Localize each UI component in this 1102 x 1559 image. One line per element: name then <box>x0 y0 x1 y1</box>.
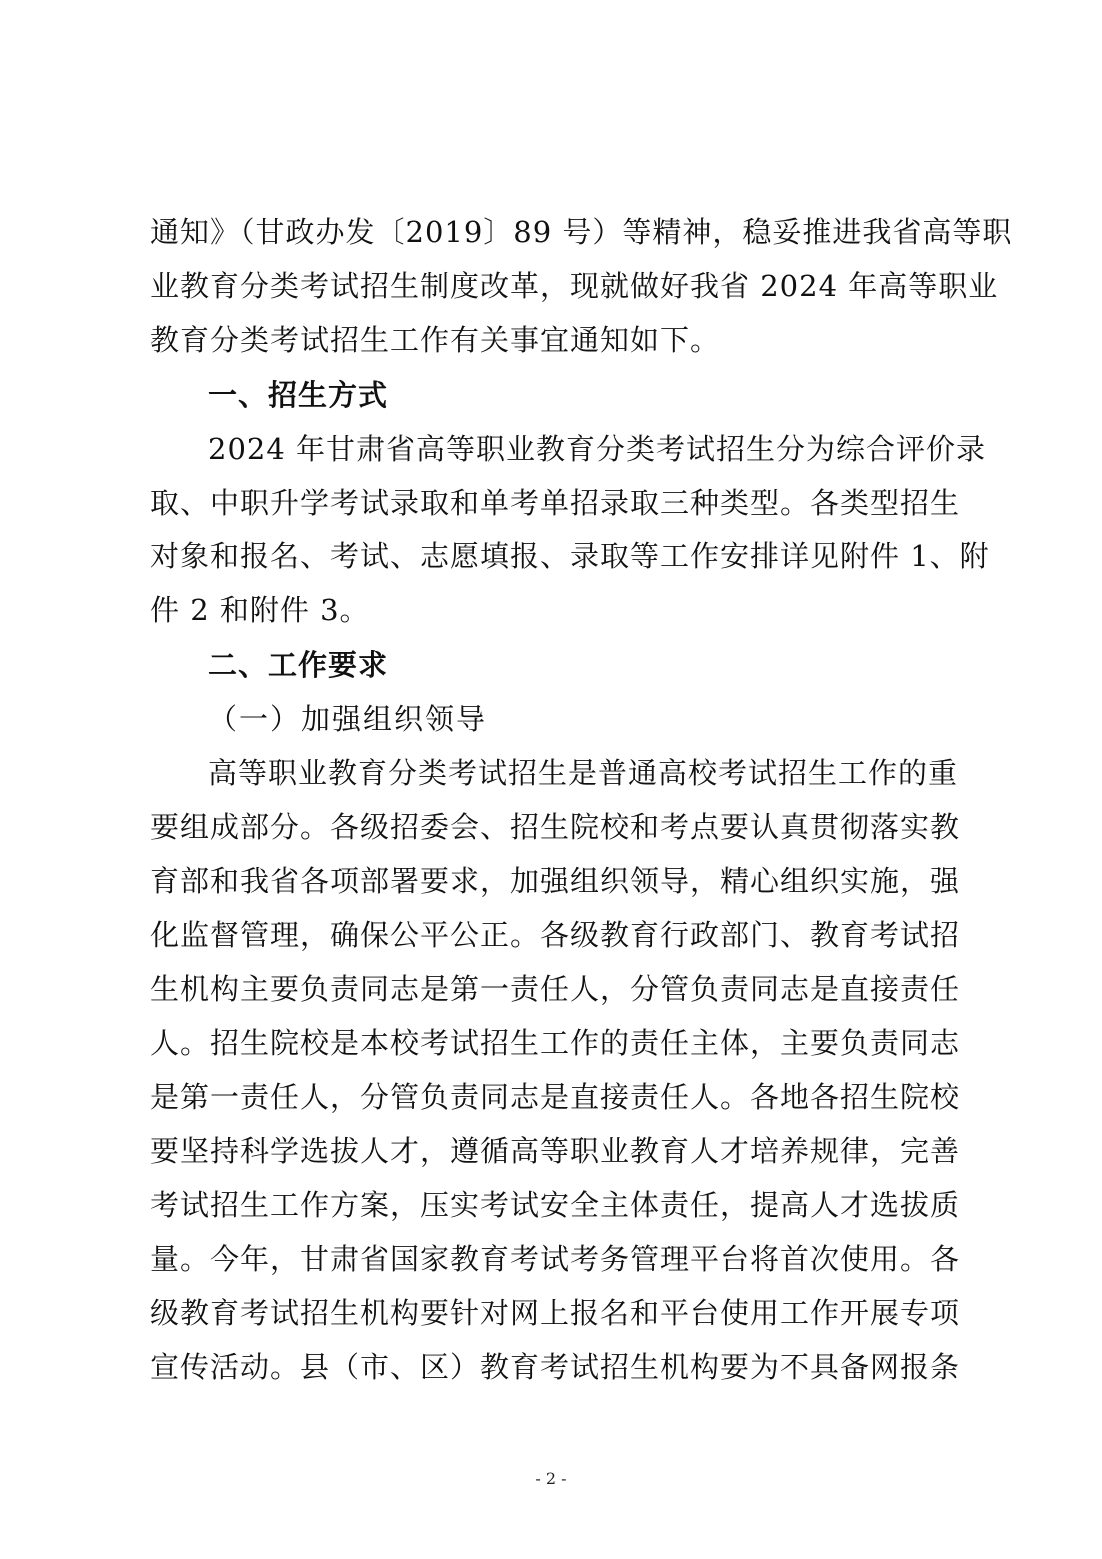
section-heading-2: 二、工作要求 <box>208 648 389 682</box>
body-line: 教育分类考试招生工作有关事宜通知如下。 <box>150 323 721 357</box>
body-line: 要坚持科学选拔人才，遵循高等职业教育人才培养规律，完善 <box>150 1134 961 1168</box>
body-line: 级教育考试招生机构要针对网上报名和平台使用工作开展专项 <box>150 1296 961 1330</box>
body-line: 2024 年甘肃省高等职业教育分类考试招生分为综合评价录 <box>208 432 987 466</box>
body-line: 对象和报名、考试、志愿填报、录取等工作安排详见附件 1、附 <box>150 539 990 573</box>
body-line: 业教育分类考试招生制度改革，现就做好我省 2024 年高等职业 <box>150 269 999 303</box>
page-number: - 2 - <box>535 1469 567 1488</box>
body-line: 考试招生工作方案，压实考试安全主体责任，提高人才选拔质 <box>150 1188 961 1222</box>
body-line: 取、中职升学考试录取和单考单招录取三种类型。各类型招生 <box>150 486 961 520</box>
body-line: 通知》（甘政办发〔2019〕89 号）等精神，稳妥推进我省高等职 <box>150 215 1013 249</box>
body-line: 人。招生院校是本校考试招生工作的责任主体，主要负责同志 <box>150 1026 961 1060</box>
body-line: 化监督管理，确保公平公正。各级教育行政部门、教育考试招 <box>150 918 961 952</box>
body-line: 要组成部分。各级招委会、招生院校和考点要认真贯彻落实教 <box>150 810 961 844</box>
body-line: 件 2 和附件 3。 <box>150 593 370 627</box>
body-line: 生机构主要负责同志是第一责任人，分管负责同志是直接责任 <box>150 972 961 1006</box>
body-line: 育部和我省各项部署要求，加强组织领导，精心组织实施，强 <box>150 864 961 898</box>
subsection-heading-1: （一）加强组织领导 <box>208 702 488 736</box>
body-line: 量。今年，甘肃省国家教育考试考务管理平台将首次使用。各 <box>150 1242 961 1276</box>
body-line: 高等职业教育分类考试招生是普通高校考试招生工作的重 <box>208 756 959 790</box>
body-line: 是第一责任人，分管负责同志是直接责任人。各地各招生院校 <box>150 1080 961 1114</box>
section-heading-1: 一、招生方式 <box>208 378 389 412</box>
body-line: 宣传活动。县（市、区）教育考试招生机构要为不具备网报条 <box>150 1350 961 1384</box>
